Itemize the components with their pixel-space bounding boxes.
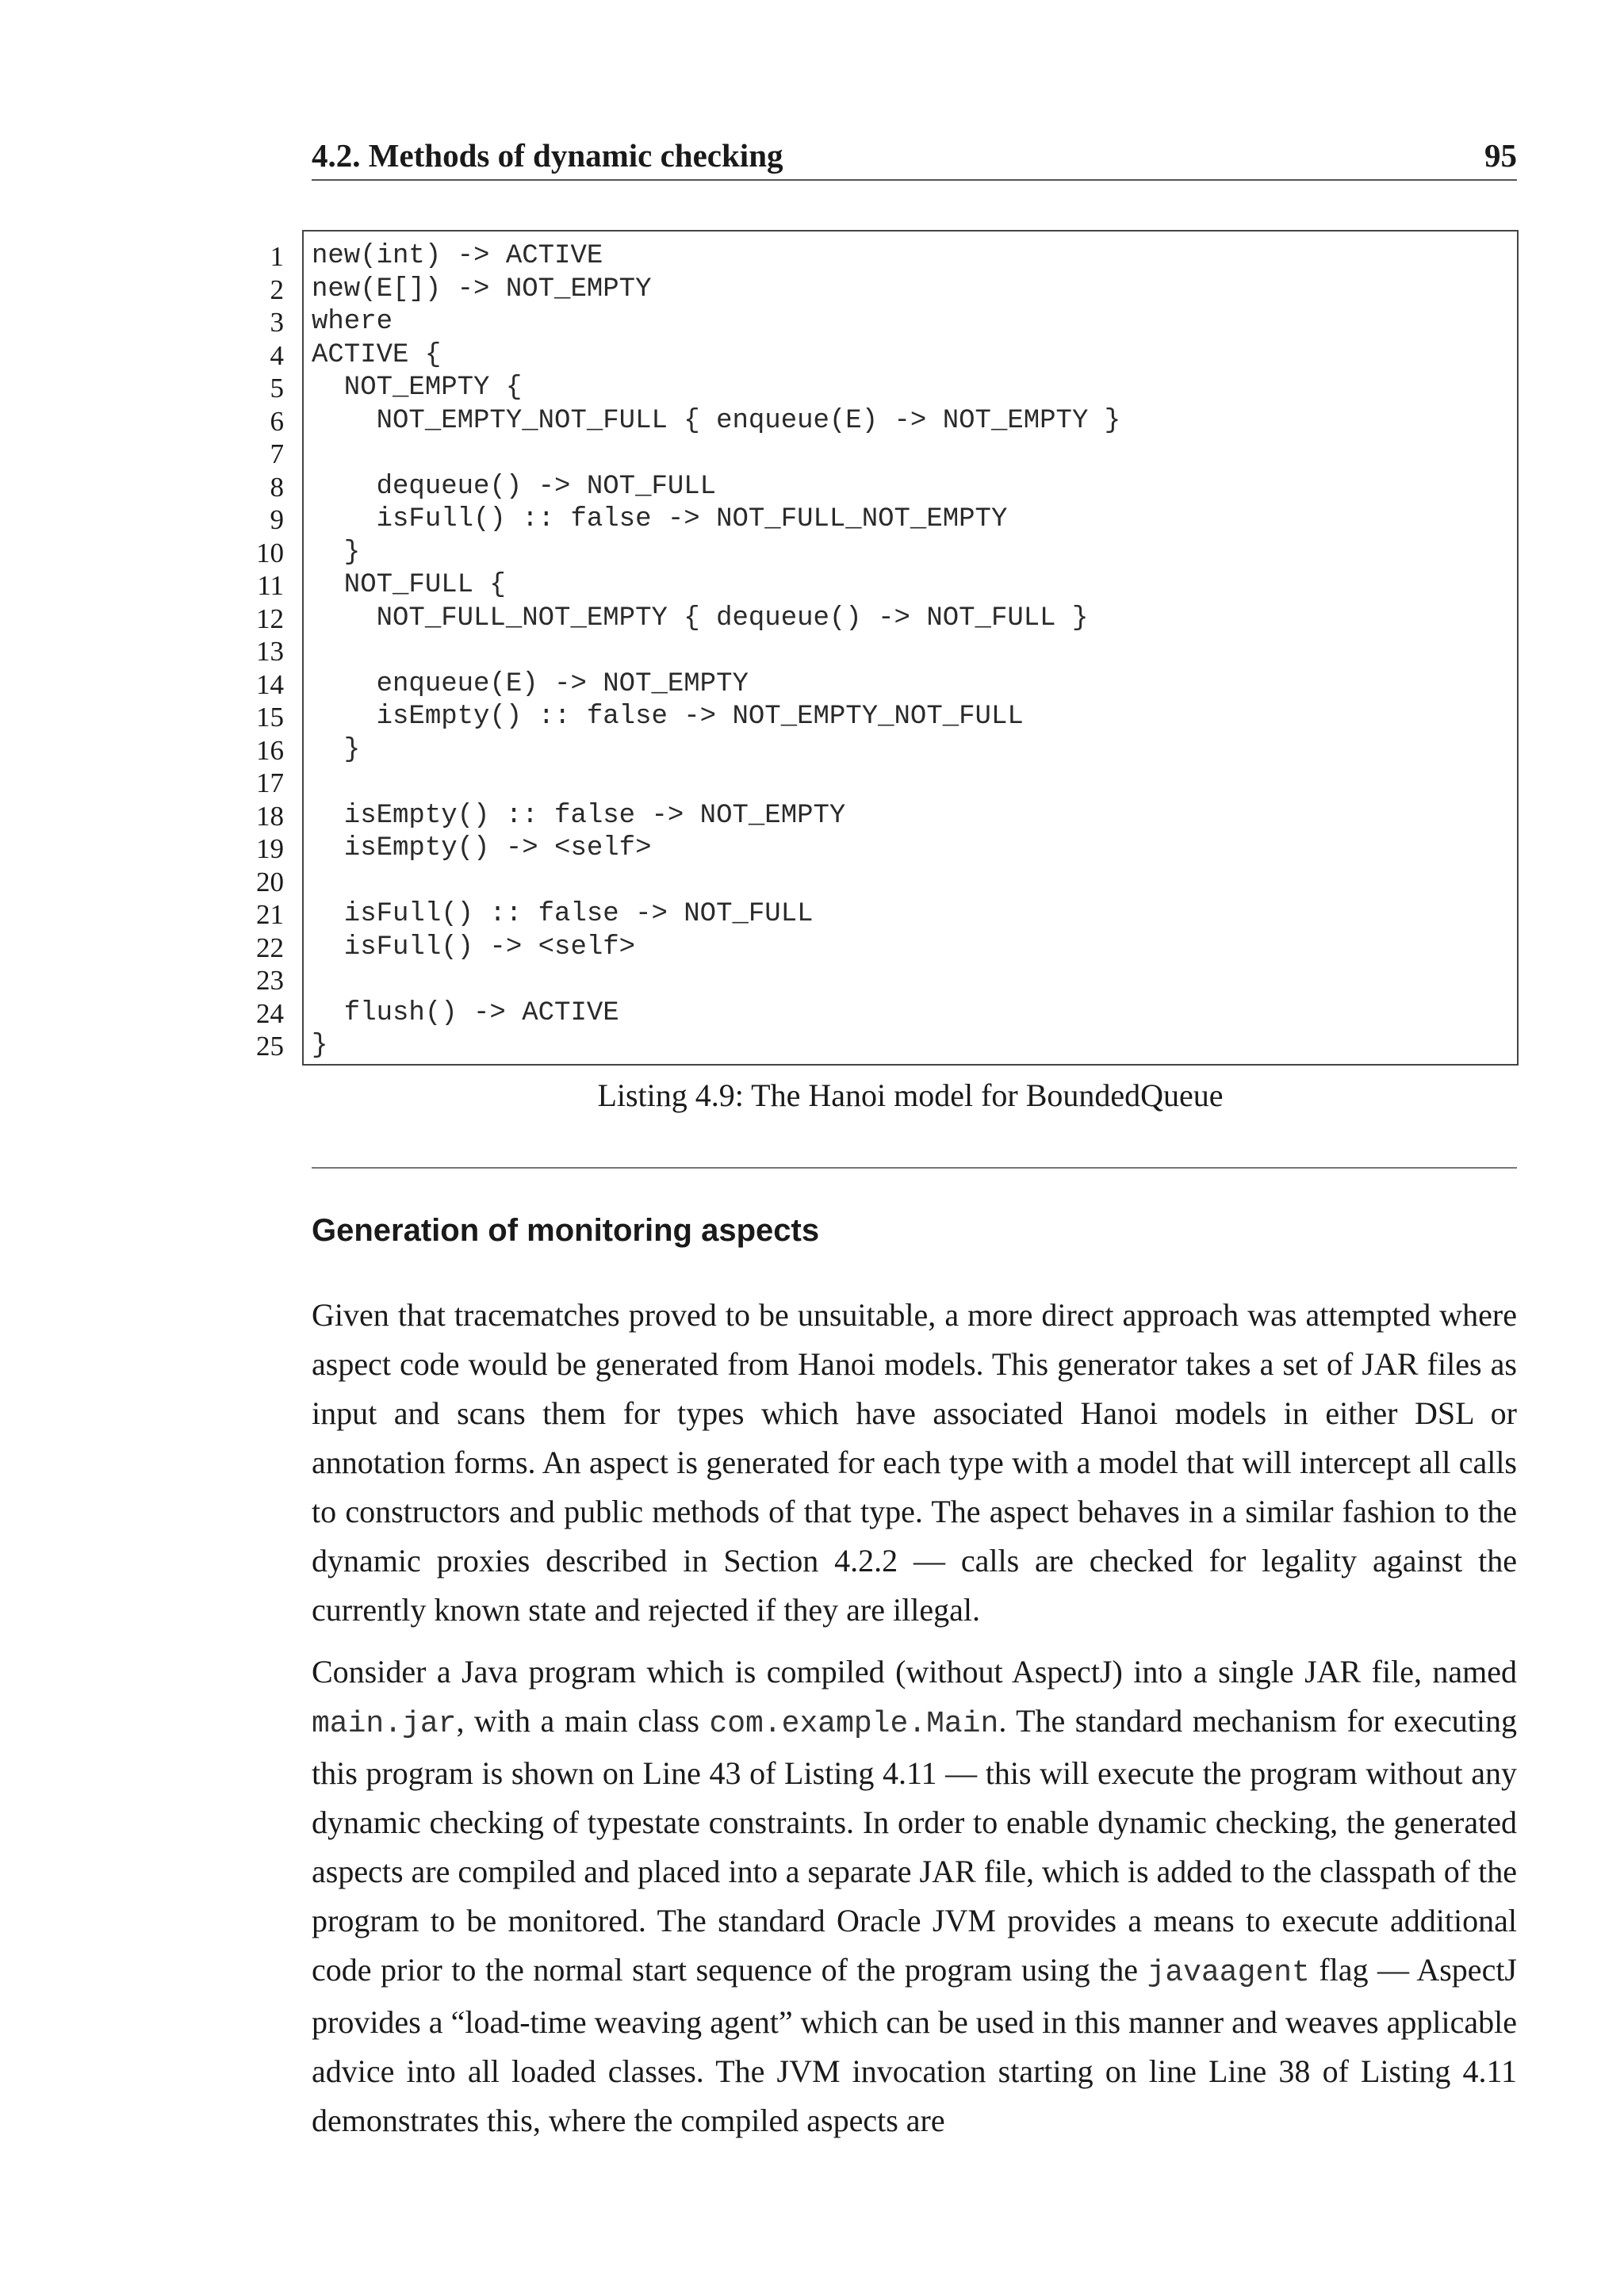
code-line: dequeue() -> NOT_FULL (312, 471, 717, 502)
code-line: isEmpty() :: false -> NOT_EMPTY (312, 800, 846, 831)
line-number: 5 (270, 373, 284, 404)
paragraph-2-text-3: . The standard mechanism for executing this program is shown on Line 43 of Listing 4.11 — this will execute the program without any dynamic checking of typestate constraints. In order to enable dynamic checking, the generated aspects are compiled and placed into a separate JAR file, which is added to the classpath of the program to be monitored. The standard Oracle JVM provides a means to execute additional code prior to the normal start sequence of the program using the (312, 1703, 1517, 1988)
line-number: 12 (256, 603, 284, 634)
code-line: } (312, 1031, 328, 1061)
code-line: isEmpty() :: false -> NOT_EMPTY_NOT_FULL (312, 702, 1024, 732)
code-listing (312, 240, 1120, 1063)
line-number: 25 (256, 1031, 284, 1062)
section-heading: Generation of monitoring aspects (312, 1213, 820, 1248)
code-line (312, 635, 1120, 668)
code-line: ACTIVE { (312, 339, 442, 370)
line-number: 9 (270, 504, 284, 535)
line-number: 10 (256, 537, 284, 568)
inline-code-javaagent: javaagent (1147, 1956, 1310, 1990)
paragraph-2-text-4: flag — AspectJ provides a “load-time weaving agent” which can be used in this manner and weaves applicable advice into all loaded classes. The JVM invocation starting on line Line 38 of Listing 4.11 demonstrates this, where the compiled aspects are (312, 1952, 1517, 2138)
line-number: 4 (270, 339, 284, 371)
section-divider (312, 1167, 1517, 1169)
line-number: 24 (256, 997, 284, 1029)
code-line: flush() -> ACTIVE (312, 997, 619, 1028)
code-line: NOT_FULL { (312, 570, 506, 600)
running-header (312, 133, 1517, 181)
code-line: NOT_FULL_NOT_EMPTY { dequeue() -> NOT_FULL } (312, 603, 1089, 633)
line-number: 16 (256, 734, 284, 766)
paragraph-2 (312, 1647, 1517, 2145)
code-line (312, 767, 1120, 800)
code-line: where (312, 307, 393, 337)
paragraph-1: Given that tracematches proved to be unsuitable, a more direct approach was attempted where aspect code would be generated from Hanoi models. This generator takes a set of JAR files as input and scans them for types which have associated Hanoi models in either DSL or annotation forms. An aspect is generated for each type with a model that will intercept all calls to constructors and public methods of that type. The aspect behaves in a similar fashion to the dynamic proxies described in Section 4.2.2 — calls are checked for legality against the currently known state and rejected if they are illegal. (312, 1297, 1517, 1628)
line-number: 18 (256, 800, 284, 832)
line-number: 20 (256, 866, 284, 897)
listing-caption: Listing 4.9: The Hanoi model for BoundedQueue (597, 1077, 1224, 1113)
code-line: } (312, 734, 361, 765)
line-number: 13 (256, 636, 284, 667)
code-line (312, 866, 1120, 899)
section-title: 4.2. Methods of dynamic checking (312, 137, 783, 174)
line-number: 3 (270, 307, 284, 338)
code-line: isFull() :: false -> NOT_FULL (312, 899, 814, 929)
line-number: 23 (256, 965, 284, 996)
line-number: 7 (270, 438, 284, 469)
line-number: 8 (270, 471, 284, 503)
code-line: new(E[]) -> NOT_EMPTY (312, 274, 652, 304)
paragraph-2-text-1: Consider a Java program which is compiled (without AspectJ) into a single JAR file, named (312, 1654, 1517, 1689)
line-number: 6 (270, 405, 284, 437)
code-line (312, 964, 1120, 997)
code-line: isFull() :: false -> NOT_FULL_NOT_EMPTY (312, 504, 1008, 534)
code-line: enqueue(E) -> NOT_EMPTY (312, 668, 749, 699)
line-number: 1 (270, 241, 284, 272)
code-line (312, 438, 1120, 471)
code-line: } (312, 537, 361, 568)
listing-line-numbers (238, 240, 284, 1063)
line-number: 15 (256, 702, 284, 733)
inline-code-main-class: com.example.Main (709, 1707, 999, 1741)
code-line: new(int) -> ACTIVE (312, 241, 603, 271)
code-line: NOT_EMPTY_NOT_FULL { enqueue(E) -> NOT_EMPTY } (312, 405, 1121, 436)
paragraph-2-text-2: , with a main class (456, 1703, 710, 1739)
line-number: 2 (270, 274, 284, 305)
line-number: 14 (256, 668, 284, 700)
line-number: 17 (256, 767, 284, 798)
code-line: isEmpty() -> <self> (312, 833, 652, 863)
code-line: isFull() -> <self> (312, 932, 636, 962)
inline-code-jar: main.jar (312, 1707, 457, 1741)
code-line: NOT_EMPTY { (312, 373, 523, 403)
line-number: 22 (256, 932, 284, 963)
line-number: 11 (257, 570, 284, 601)
page-number: 95 (1484, 137, 1517, 174)
line-number: 21 (256, 899, 284, 930)
line-number: 19 (256, 833, 284, 864)
